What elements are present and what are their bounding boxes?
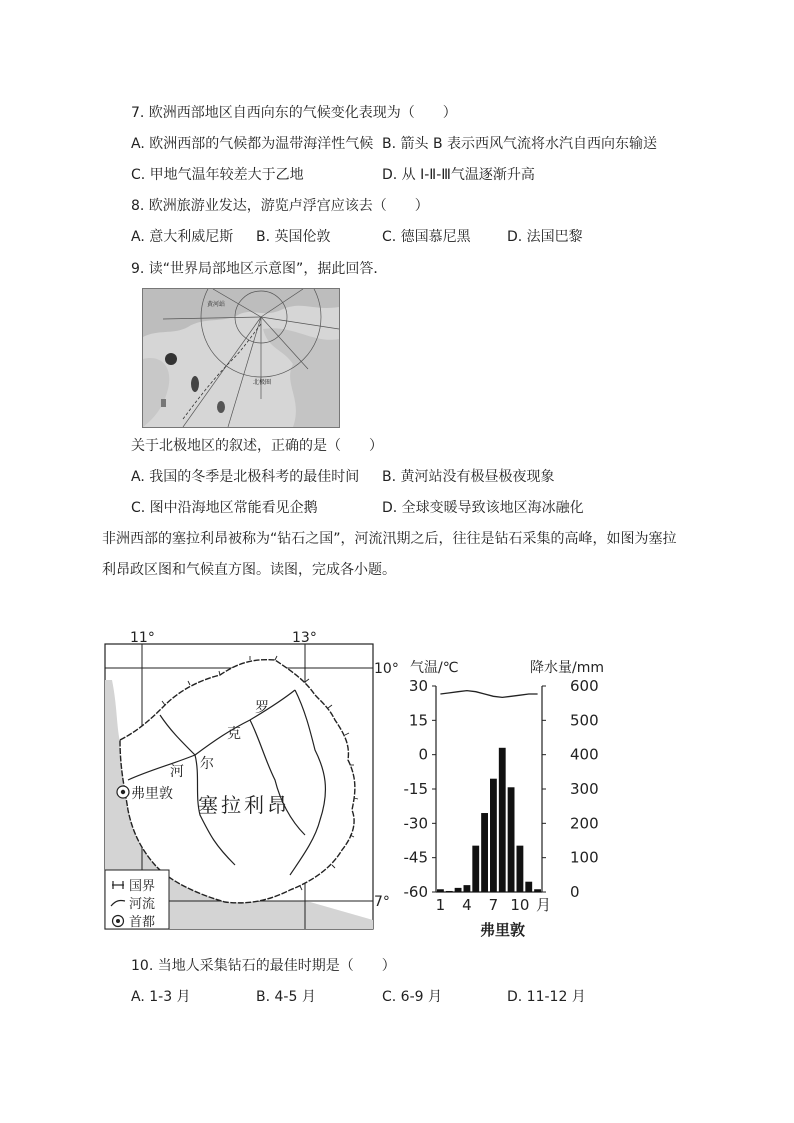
chart-left-tick-label: -30: [403, 814, 428, 833]
chart-station-title: 弗里敦: [480, 921, 526, 939]
legend-capital: 首都: [129, 915, 156, 930]
chart-left-tick-label: 30: [408, 677, 428, 695]
chart-right-tick-label: 500: [570, 711, 599, 730]
intro-line-2: 利昂政区图和气候直方图。读图，完成各小题。: [102, 562, 396, 578]
q9-question: 关于北极地区的叙述，正确的是（ ）: [131, 438, 383, 454]
q8-stem: 8. 欧洲旅游业发达，游览卢浮宫应该去（ ）: [131, 198, 429, 214]
sierra-leone-figure: [100, 620, 620, 950]
sierra-leone-map: [105, 630, 399, 930]
map-lon-label-11: 11°: [130, 630, 155, 646]
q7-option-c: C. 甲地气温年较差大于乙地: [131, 167, 304, 183]
chart-x-tick-label: 7: [488, 896, 499, 914]
river-char-ke: 克: [227, 726, 241, 742]
map-lon-label-13: 13°: [292, 630, 317, 646]
river-char-luo: 罗: [255, 700, 269, 716]
chart-right-tick-label: 400: [570, 745, 599, 764]
q8-option-b: B. 英国伦敦: [256, 229, 331, 245]
capital-name: 弗里敦: [131, 786, 173, 802]
q10-option-a: A. 1-3 月: [131, 989, 191, 1005]
map-lat-label-7: 7°: [374, 894, 390, 910]
precipitation-bar-month-10: [517, 846, 524, 892]
precipitation-bar-month-5: [472, 846, 479, 892]
q10-stem: 10. 当地人采集钻石的最佳时期是（ ）: [131, 958, 396, 974]
river-char-he: 河: [170, 764, 184, 780]
q8-option-a: A. 意大利威尼斯: [131, 229, 234, 245]
precipitation-bar-month-6: [481, 813, 488, 892]
chart-left-tick-label: -45: [403, 848, 428, 867]
chart-left-tick-label: -15: [403, 780, 428, 798]
q9-option-b: B. 黄河站没有极昼极夜现象: [382, 469, 555, 485]
precipitation-bar-month-1: [437, 889, 444, 892]
q7-stem: 7. 欧洲西部地区自西向东的气候变化表现为（ ）: [131, 105, 457, 121]
legend-border: 国界: [129, 879, 156, 894]
chart-x-tick-label: 10: [510, 896, 530, 914]
chart-right-tick-label: 100: [570, 848, 599, 867]
chart-ylabel-left: 气温/℃: [410, 660, 459, 676]
map-lat-label-10: 10°: [374, 661, 399, 677]
map-label-huanghe-station: 黄河站: [207, 301, 226, 308]
chart-right-tick-label: 300: [570, 780, 599, 798]
temperature-line: [440, 691, 537, 698]
q10-option-d: D. 11-12 月: [507, 989, 586, 1005]
river-char-er: 尔: [200, 756, 214, 772]
q7-option-b: B. 箭头 B 表示西风气流将水汽自西向东输送: [382, 136, 658, 152]
precipitation-bar-month-12: [534, 889, 541, 892]
chart-right-tick-label: 200: [570, 814, 599, 833]
chart-left-tick-label: 0: [418, 745, 428, 764]
precipitation-bar-month-9: [508, 787, 515, 892]
chart-right-tick-label: 0: [570, 883, 580, 901]
precipitation-bar-month-11: [525, 882, 532, 892]
chart-x-tick-label: 4: [462, 896, 472, 914]
intro-line-1: 非洲西部的塞拉利昂被称为“钻石之国”，河流汛期之后，往往是钻石采集的高峰，如图为塞拉: [102, 531, 677, 547]
legend-river: 河流: [129, 897, 156, 912]
precipitation-bar-month-4: [464, 885, 471, 892]
q9-stem: 9. 读“世界局部地区示意图”，据此回答．: [131, 261, 388, 277]
chart-ylabel-right: 降水量/mm: [530, 660, 604, 676]
q8-option-d: D. 法国巴黎: [507, 229, 583, 245]
precipitation-bar-month-8: [499, 748, 506, 892]
q10-option-c: C. 6-9 月: [382, 989, 442, 1005]
precipitation-bar-month-2: [446, 891, 453, 892]
q9-option-a: A. 我国的冬季是北极科考的最佳时间: [131, 469, 360, 485]
map-label-arctic-circle: 北极圈: [253, 379, 272, 386]
country-name: 塞拉利昂: [198, 793, 290, 817]
chart-x-tick-label: 1: [435, 896, 446, 914]
arctic-map-image: [143, 289, 339, 427]
q7-option-d: D. 从 Ⅰ-Ⅱ-Ⅲ气温逐渐升高: [382, 167, 535, 183]
chart-right-tick-label: 600: [570, 677, 599, 695]
chart-x-unit: 月: [536, 896, 552, 914]
arctic-map-figure: [142, 288, 340, 428]
q9-option-d: D. 全球变暖导致该地区海冰融化: [382, 500, 584, 516]
chart-left-tick-label: 15: [408, 711, 428, 730]
precipitation-bar-month-3: [455, 888, 462, 892]
q7-option-a: A. 欧洲西部的气候都为温带海洋性气候: [131, 136, 374, 152]
chart-left-tick-label: -60: [403, 883, 428, 901]
q10-option-b: B. 4-5 月: [256, 989, 316, 1005]
climate-chart: [404, 659, 605, 939]
q9-option-c: C. 图中沿海地区常能看见企鹅: [131, 500, 318, 516]
q8-option-c: C. 德国慕尼黑: [382, 229, 471, 245]
precipitation-bar-month-7: [490, 779, 497, 892]
